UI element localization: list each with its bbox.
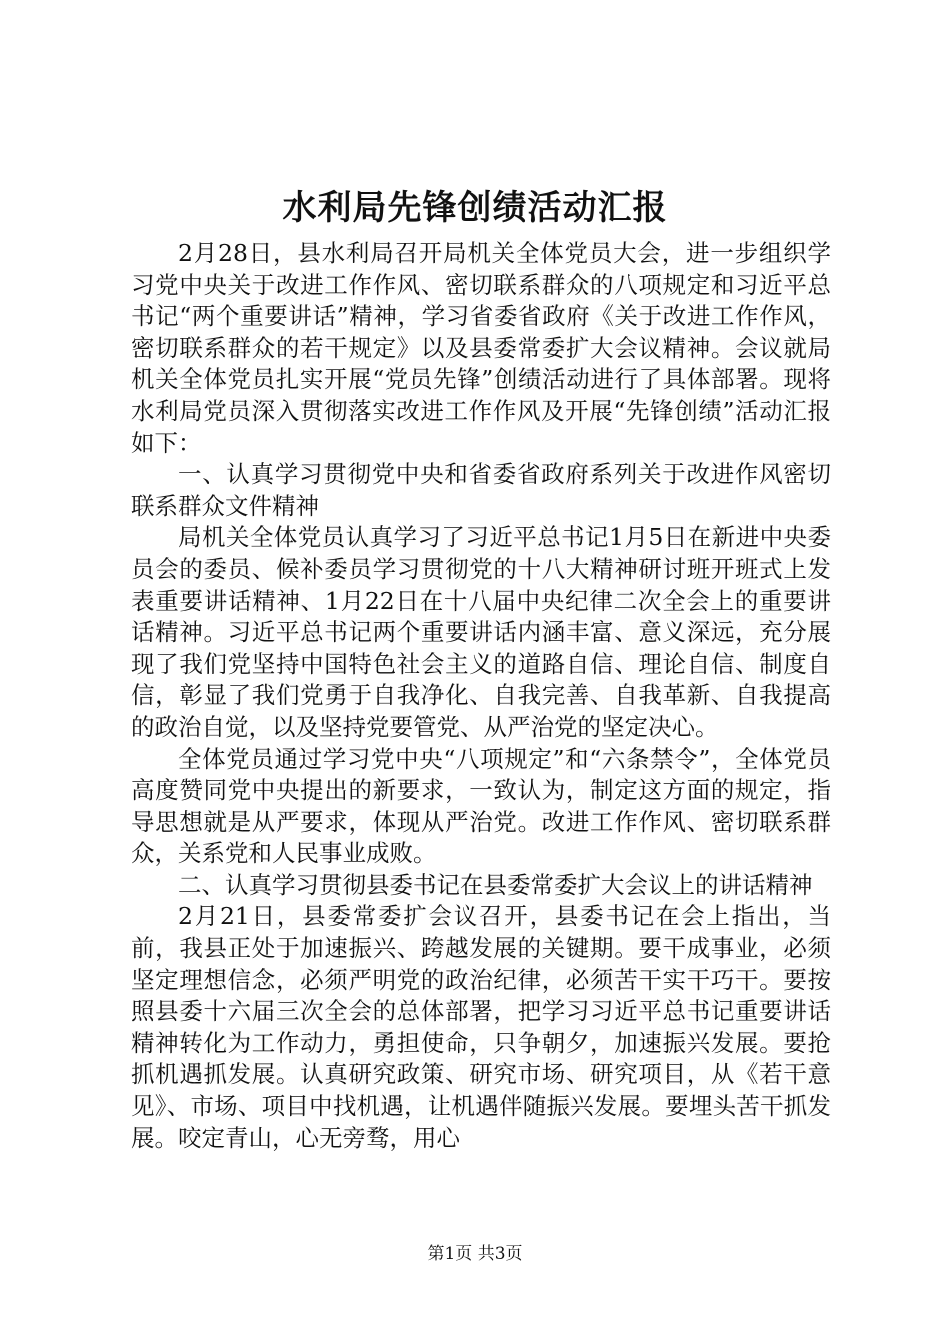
paragraph-intro: 2月28日，县水利局召开局机关全体党员大会，进一步组织学习党中央关于改进工作作风、密切联系群众的八项规定和习近平总书记“两个重要讲话”精神，学习省委省政府《关于改进工作作风，密切联系群众的若干规定》以及县委常委扩大会议精神。会议就局机关全体党员扎实开展“党员先锋”创绩活动进行了具体部署。现将水利局党员深入贯彻落实改进工作作风及开展“先锋创绩”活动汇报如下： — [131, 239, 831, 457]
document-title: 水利局先锋创绩活动汇报 — [282, 188, 668, 228]
paragraph-study-speeches: 局机关全体党员认真学习了习近平总书记1月5日在新进中央委员会的委员、候补委员学习贯彻党的十八大精神研讨班开班式上发表重要讲话精神、1月22日在十八届中央纪律二次全会上的重要讲话精神。习近平总书记两个重要讲话内涵丰富、意义深远，充分展现了我们党坚持中国特色社会主义的道路自信、理论自信、制度自信，彰显了我们党勇于自我净化、自我完善、自我革新、自我提高的政治自觉，以及坚持党要管党、从严治党的坚定决心。 — [131, 523, 831, 741]
document-body — [131, 238, 831, 1154]
paragraph-county-meeting: 2月21日，县委常委扩会议召开，县委书记在会上指出，当前，我县正处于加速振兴、跨越发展的关键期。要干成事业，必须坚定理想信念，必须严明党的政治纪律，必须苦干实干巧干。要按照县委十六届三次全会的总体部署，把学习习近平总书记重要讲话精神转化为工作动力，勇担使命，只争朝夕，加速振兴发展。要抢抓机遇抓发展。认真研究政策、研究市场、研究项目，从《若干意见》、市场、项目中找机遇，让机遇伴随振兴发展。要埋头苦干抓发展。咬定青山，心无旁骛，用心 — [131, 902, 831, 1152]
paragraph-eight-rules: 全体党员通过学习党中央“八项规定”和“六条禁令”，全体党员高度赞同党中央提出的新要求，一致认为，制定这方面的规定，指导思想就是从严要求，体现从严治党。改进工作作风、密切联系群众，关系党和人民事业成败。 — [131, 744, 831, 868]
section-heading-2: 二、认真学习贯彻县委书记在县委常委扩大会议上的讲话精神 — [178, 870, 813, 899]
section-heading-1: 一、认真学习贯彻党中央和省委省政府系列关于改进作风密切联系群众文件精神 — [131, 460, 831, 520]
page-number-footer: 第1页 共3页 — [427, 1244, 523, 1264]
